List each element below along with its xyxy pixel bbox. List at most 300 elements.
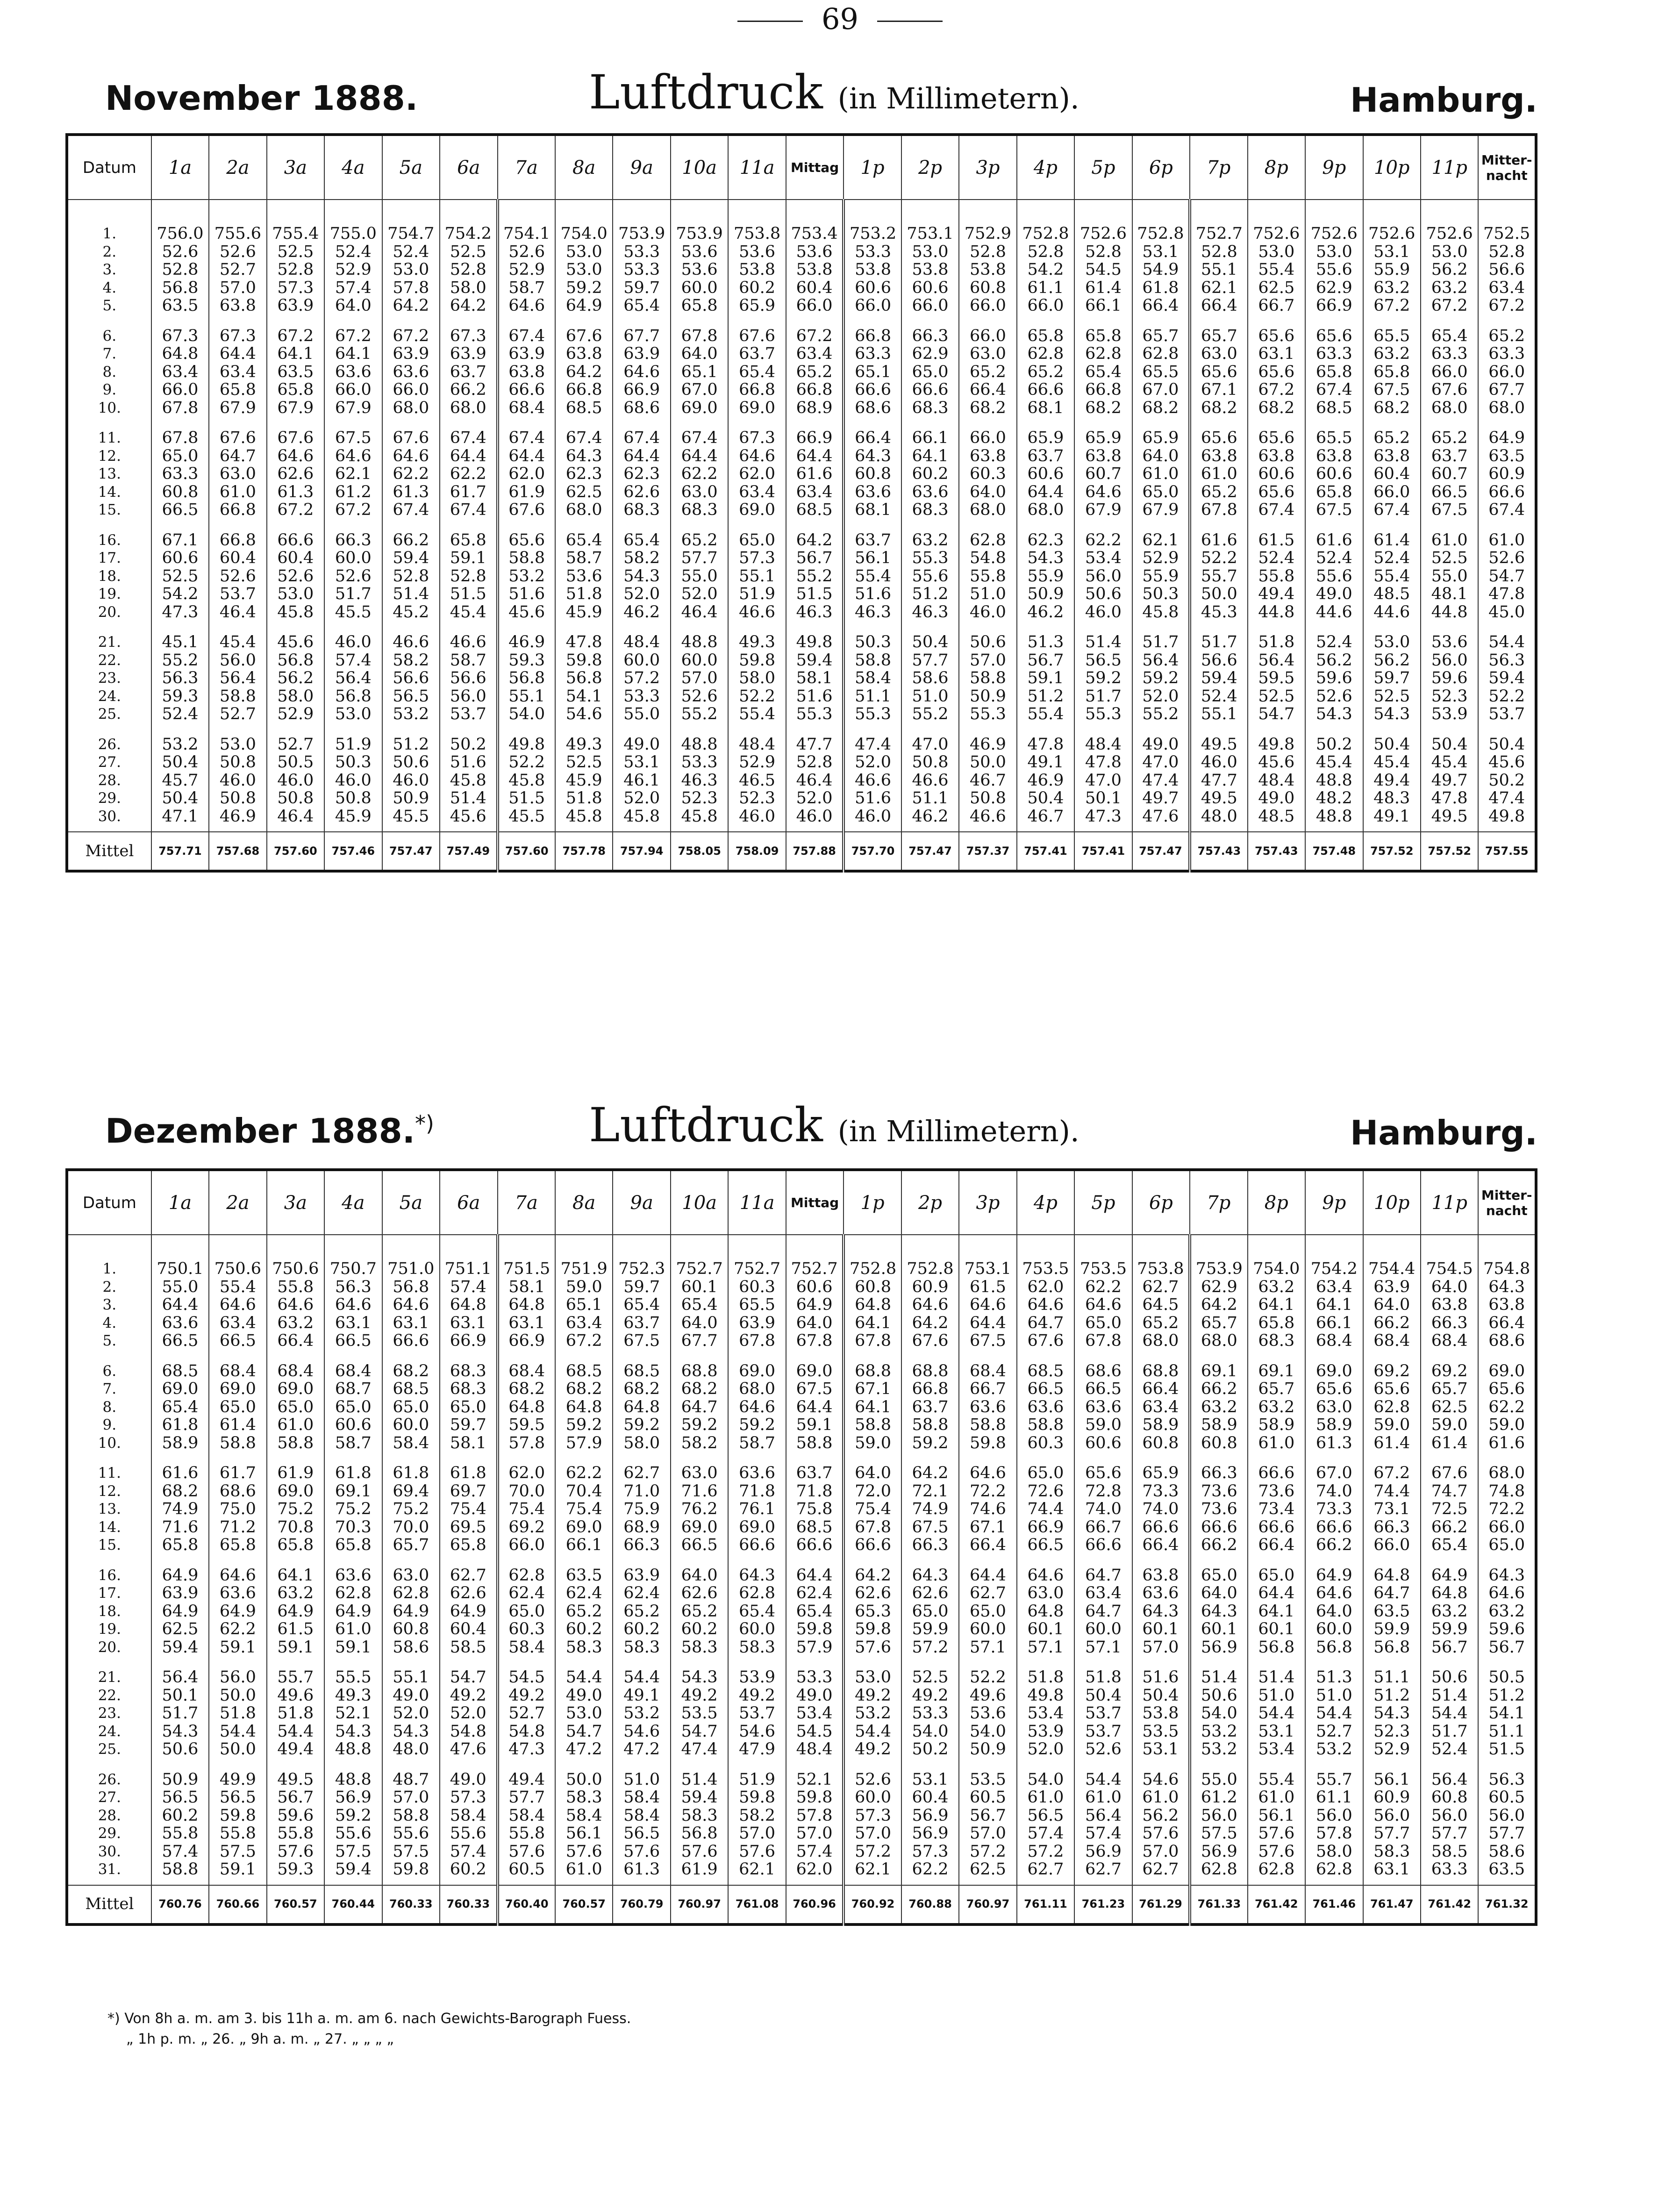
- pressure-value: 55.9: [1373, 260, 1410, 279]
- day-label: 28.: [98, 772, 121, 789]
- pressure-value: 68.2: [162, 1481, 199, 1501]
- pressure-value: 53.6: [681, 260, 718, 279]
- hour-column-cell: [728, 1560, 786, 1663]
- pressure-value: 52.6: [219, 242, 256, 261]
- pressure-value: 63.0: [1201, 344, 1237, 363]
- pressure-value: 55.3: [796, 705, 833, 723]
- pressure-value: 58.0: [739, 669, 776, 687]
- pressure-value: 45.4: [1373, 753, 1410, 772]
- pressure-value: 58.3: [1373, 1842, 1410, 1861]
- hour-column-cell: [440, 1254, 497, 1356]
- pressure-value: 52.6: [508, 242, 545, 261]
- mittel-value: 761.46: [1305, 1885, 1363, 1924]
- pressure-value: 57.4: [796, 1842, 833, 1861]
- pressure-value: 66.4: [855, 429, 892, 447]
- pressure-value: 56.0: [219, 1668, 256, 1687]
- pressure-value: 52.5: [450, 242, 486, 261]
- hour-column-cell: [844, 423, 901, 525]
- pressure-value: 63.3: [1431, 344, 1468, 363]
- pressure-value: 68.4: [508, 398, 545, 417]
- pressure-value: 62.2: [681, 465, 718, 483]
- pressure-value: 65.4: [623, 296, 660, 315]
- pressure-value: 58.5: [1431, 1842, 1468, 1861]
- hour-column-cell: [786, 1254, 844, 1356]
- pressure-value: 55.0: [162, 1277, 199, 1296]
- pressure-value: 59.1: [277, 1638, 314, 1657]
- pressure-value: 58.6: [912, 669, 949, 687]
- pressure-value: 52.4: [335, 242, 372, 261]
- pressure-value: 64.8: [1027, 1602, 1064, 1621]
- pressure-value: 56.4: [1085, 1806, 1122, 1825]
- mittel-value: 760.33: [382, 1885, 440, 1924]
- pressure-value: 58.1: [796, 669, 833, 687]
- day-label: 20.: [98, 1638, 121, 1656]
- pressure-value: 67.2: [335, 501, 372, 519]
- hour-column-cell: [267, 1765, 324, 1885]
- pressure-value: 63.8: [970, 446, 1006, 465]
- pressure-value: 67.5: [1431, 501, 1468, 519]
- pressure-value: 57.1: [1085, 1638, 1122, 1657]
- pressure-value: 66.1: [1315, 1313, 1352, 1332]
- pressure-value: 56.9: [1085, 1842, 1122, 1861]
- pressure-value: 47.3: [508, 1740, 545, 1759]
- pressure-value: 50.6: [1201, 1686, 1237, 1705]
- pressure-value: 52.2: [508, 753, 545, 772]
- pressure-value: 68.2: [565, 1380, 602, 1398]
- day-label: 23.: [98, 1705, 121, 1722]
- column-header: 7p: [1190, 1170, 1247, 1235]
- pressure-value: 56.3: [1488, 651, 1525, 670]
- hour-column-cell: [613, 1356, 670, 1459]
- hour-column-cell: [786, 1765, 844, 1885]
- pressure-value: 47.4: [1488, 789, 1525, 808]
- pressure-value: 55.6: [393, 1824, 429, 1843]
- day-labels: [67, 1356, 151, 1459]
- mittel-value: 757.78: [555, 832, 613, 871]
- hour-column-cell: [1132, 321, 1190, 423]
- pressure-value: 54.0: [912, 1722, 949, 1741]
- pressure-value: 50.3: [1142, 585, 1179, 603]
- column-header: 8a: [555, 1170, 613, 1235]
- pressure-value: 66.5: [1085, 1380, 1122, 1398]
- pressure-value: 750.6: [214, 1259, 261, 1278]
- pressure-value: 66.5: [162, 1331, 199, 1350]
- pressure-value: 46.6: [855, 771, 892, 790]
- pressure-value: 65.6: [1085, 1464, 1122, 1482]
- pressure-value: 74.6: [970, 1500, 1006, 1518]
- column-header: 1a: [151, 135, 209, 200]
- hour-column-cell: [1305, 627, 1363, 730]
- pressure-value: 64.0: [970, 482, 1006, 501]
- pressure-value: 59.4: [1488, 669, 1525, 687]
- column-header: 9a: [613, 1170, 670, 1235]
- pressure-value: 75.9: [623, 1500, 660, 1518]
- pressure-value: 65.5: [1315, 429, 1352, 447]
- pressure-value: 63.5: [1373, 1602, 1410, 1621]
- pressure-value: 65.2: [1488, 326, 1525, 345]
- pressure-value: 64.2: [1201, 1295, 1237, 1314]
- pressure-value: 52.0: [855, 753, 892, 772]
- column-header: Mittag: [786, 1170, 844, 1235]
- pressure-value: 66.6: [912, 380, 949, 399]
- pressure-value: 752.6: [1079, 224, 1127, 243]
- hour-column-cell: [1248, 1458, 1305, 1560]
- pressure-value: 67.4: [1315, 380, 1352, 399]
- pressure-value: 63.0: [393, 1566, 429, 1585]
- pressure-value: 58.2: [681, 1433, 718, 1452]
- pressure-value: 54.7: [1488, 566, 1525, 586]
- hour-column-cell: [1363, 1356, 1421, 1459]
- day-label: 22.: [98, 1687, 121, 1704]
- day-label: 20.: [98, 603, 121, 621]
- pressure-value: 62.6: [450, 1584, 486, 1602]
- pressure-value: 59.1: [219, 1638, 256, 1657]
- pressure-value: 60.4: [277, 549, 314, 567]
- pressure-value: 55.4: [1258, 1770, 1295, 1789]
- pressure-value: 51.7: [1142, 633, 1179, 651]
- pressure-value: 65.7: [1258, 1380, 1295, 1398]
- pressure-value: 45.8: [450, 771, 486, 790]
- pressure-value: 65.6: [1258, 362, 1295, 381]
- pressure-value: 68.8: [681, 1361, 718, 1381]
- pressure-value: 51.2: [912, 585, 949, 603]
- pressure-value: 52.0: [1027, 1740, 1064, 1759]
- pressure-value: 46.0: [1085, 602, 1122, 622]
- pressure-value: 63.1: [393, 1313, 429, 1332]
- pressure-value: 60.8: [855, 465, 892, 483]
- pressure-value: 56.0: [1085, 566, 1122, 586]
- pressure-value: 46.6: [970, 807, 1006, 826]
- pressure-value: 62.8: [508, 1566, 545, 1585]
- mittel-value: 758.09: [728, 832, 786, 871]
- pressure-value: 52.0: [393, 1704, 429, 1723]
- pressure-value: 74.0: [1315, 1481, 1352, 1501]
- pressure-value: 54.9: [1142, 260, 1179, 279]
- hour-column-cell: [324, 1254, 382, 1356]
- pressure-value: 64.3: [739, 1566, 776, 1585]
- pressure-value: 51.2: [1488, 1686, 1525, 1705]
- mittel-value: 761.47: [1363, 1885, 1421, 1924]
- hour-column-cell: [728, 1458, 786, 1560]
- pressure-value: 750.7: [329, 1259, 377, 1278]
- pressure-value: 47.6: [1142, 807, 1179, 826]
- spacer-cell: [555, 200, 613, 219]
- pressure-value: 64.9: [1488, 429, 1525, 447]
- pressure-value: 63.0: [1027, 1584, 1064, 1602]
- pressure-value: 64.7: [1085, 1602, 1122, 1621]
- day-labels: [67, 627, 151, 730]
- hour-column-cell: [786, 321, 844, 423]
- pressure-value: 59.8: [739, 651, 776, 670]
- pressure-value: 58.4: [565, 1806, 602, 1825]
- pressure-value: 61.0: [277, 1416, 314, 1434]
- pressure-value: 53.0: [1315, 242, 1352, 261]
- pressure-value: 66.0: [1431, 362, 1468, 381]
- pressure-value: 45.4: [450, 602, 486, 622]
- pressure-value: 67.1: [855, 1380, 892, 1398]
- pressure-value: 67.6: [1431, 380, 1468, 399]
- pressure-value: 68.5: [623, 1361, 660, 1381]
- pressure-value: 64.4: [450, 446, 486, 465]
- pressure-value: 49.0: [623, 735, 660, 754]
- pressure-value: 67.2: [1373, 296, 1410, 315]
- pressure-value: 53.1: [623, 753, 660, 772]
- pressure-value: 54.4: [1085, 1770, 1122, 1789]
- spacer-cell: [267, 200, 324, 219]
- hour-column-cell: [382, 1765, 440, 1885]
- pressure-value: 753.8: [734, 224, 781, 243]
- pressure-value: 67.8: [796, 1331, 833, 1350]
- pressure-value: 56.0: [1431, 1806, 1468, 1825]
- hour-column-cell: [1248, 219, 1305, 321]
- hour-column-cell: [267, 525, 324, 628]
- pressure-value: 65.2: [565, 1602, 602, 1621]
- mittel-value: 761.42: [1248, 1885, 1305, 1924]
- pressure-value: 63.9: [623, 1566, 660, 1585]
- pressure-value: 60.6: [335, 1416, 372, 1434]
- pressure-value: 58.4: [393, 1433, 429, 1452]
- pressure-value: 47.1: [162, 807, 199, 826]
- pressure-value: 67.2: [1431, 296, 1468, 315]
- pressure-value: 60.5: [1488, 1788, 1525, 1807]
- pressure-value: 52.9: [277, 705, 314, 723]
- pressure-value: 48.8: [1315, 807, 1352, 826]
- pressure-value: 69.7: [450, 1481, 486, 1501]
- pressure-value: 60.8: [1431, 1788, 1468, 1807]
- column-header: 8p: [1248, 1170, 1305, 1235]
- hour-column-cell: [267, 423, 324, 525]
- pressure-value: 66.0: [970, 296, 1006, 315]
- pressure-value: 66.8: [796, 380, 833, 399]
- pressure-value: 65.0: [450, 1397, 486, 1416]
- pressure-value: 56.7: [1488, 1638, 1525, 1657]
- pressure-value: 64.1: [335, 344, 372, 363]
- pressure-value: 65.0: [277, 1397, 314, 1416]
- pressure-value: 49.2: [739, 1686, 776, 1705]
- hour-column-cell: [671, 1662, 728, 1765]
- pressure-value: 46.0: [393, 771, 429, 790]
- pressure-value: 64.6: [277, 446, 314, 465]
- mittel-value: 760.66: [209, 1885, 266, 1924]
- column-header: Mitter-nacht: [1478, 1170, 1536, 1235]
- pressure-value: 60.8: [855, 1277, 892, 1296]
- pressure-value: 63.6: [1027, 1397, 1064, 1416]
- pressure-value: 56.4: [1142, 651, 1179, 670]
- pressure-value: 753.1: [964, 1259, 1012, 1278]
- pressure-value: 74.9: [912, 1500, 949, 1518]
- pressure-value: 52.9: [508, 260, 545, 279]
- hour-column-cell: [267, 219, 324, 321]
- day-group-row: [67, 1254, 1536, 1356]
- pressure-value: 67.6: [1431, 1464, 1468, 1482]
- pressure-value: 56.5: [1085, 651, 1122, 670]
- hour-column-cell: [613, 1458, 670, 1560]
- pressure-value: 48.3: [1373, 789, 1410, 808]
- pressure-value: 63.7: [1431, 446, 1468, 465]
- pressure-value: 46.1: [623, 771, 660, 790]
- spacer-cell: [728, 1235, 786, 1254]
- day-group-row: [67, 321, 1536, 423]
- pressure-value: 51.4: [1431, 1686, 1468, 1705]
- pressure-value: 752.5: [1483, 224, 1530, 243]
- pressure-value: 55.0: [1201, 1770, 1237, 1789]
- pressure-value: 53.0: [1258, 242, 1295, 261]
- pressure-value: 66.8: [912, 1380, 949, 1398]
- hour-column-cell: [1421, 423, 1478, 525]
- pressure-value: 64.1: [277, 1566, 314, 1585]
- spacer-cell: [786, 200, 844, 219]
- pressure-value: 60.3: [970, 465, 1006, 483]
- pressure-value: 46.0: [796, 807, 833, 826]
- column-header: 6a: [440, 135, 497, 200]
- pressure-value: 69.0: [162, 1380, 199, 1398]
- pressure-value: 75.2: [393, 1500, 429, 1518]
- pressure-value: 60.3: [508, 1620, 545, 1638]
- pressure-value: 57.1: [1027, 1638, 1064, 1657]
- pressure-value: 63.6: [1085, 1397, 1122, 1416]
- pressure-value: 752.9: [964, 224, 1012, 243]
- hour-column-cell: [209, 1662, 266, 1765]
- pressure-value: 56.8: [162, 278, 199, 297]
- pressure-value: 55.4: [739, 705, 776, 723]
- day-label: 17.: [98, 1585, 121, 1602]
- pressure-value: 54.4: [277, 1722, 314, 1741]
- pressure-value: 54.6: [623, 1722, 660, 1741]
- pressure-value: 63.1: [335, 1313, 372, 1332]
- pressure-value: 65.8: [1027, 326, 1064, 345]
- hour-column-cell: [959, 627, 1016, 730]
- pressure-value: 68.0: [393, 398, 429, 417]
- pressure-value: 67.1: [162, 530, 199, 550]
- hour-column-cell: [1017, 423, 1074, 525]
- pressure-value: 66.0: [1027, 296, 1064, 315]
- pressure-value: 64.8: [623, 1397, 660, 1416]
- hour-column-cell: [1017, 1356, 1074, 1459]
- pressure-value: 55.6: [335, 1824, 372, 1843]
- pressure-value: 64.2: [450, 296, 486, 315]
- hour-column-cell: [1132, 627, 1190, 730]
- spacer-cell: [267, 1235, 324, 1254]
- pressure-value: 754.0: [560, 224, 608, 243]
- pressure-value: 58.8: [855, 1416, 892, 1434]
- pressure-value: 53.2: [1201, 1722, 1237, 1741]
- pressure-value: 66.7: [970, 1380, 1006, 1398]
- pressure-value: 65.8: [450, 530, 486, 550]
- pressure-value: 59.9: [1373, 1620, 1410, 1638]
- pressure-value: 57.7: [1373, 1824, 1410, 1843]
- pressure-value: 53.6: [970, 1704, 1006, 1723]
- pressure-value: 47.7: [1201, 771, 1237, 790]
- pressure-value: 68.4: [1431, 1331, 1468, 1350]
- pressure-value: 56.7: [796, 549, 833, 567]
- pressure-value: 66.9: [1027, 1517, 1064, 1537]
- pressure-value: 49.7: [1142, 789, 1179, 808]
- pressure-value: 70.0: [393, 1517, 429, 1537]
- spacer-cell: [382, 1235, 440, 1254]
- hour-column-cell: [267, 627, 324, 730]
- hour-column-cell: [1363, 1254, 1421, 1356]
- pressure-value: 49.5: [277, 1770, 314, 1789]
- spacer-cell: [1017, 1235, 1074, 1254]
- hour-column-cell: [1190, 219, 1247, 321]
- hour-column-cell: [1190, 423, 1247, 525]
- pressure-value: 62.8: [393, 1584, 429, 1602]
- pressure-value: 64.6: [277, 1295, 314, 1314]
- pressure-value: 72.5: [1431, 1500, 1468, 1518]
- pressure-value: 60.1: [1142, 1620, 1179, 1638]
- pressure-value: 67.6: [565, 326, 602, 345]
- column-header: 6p: [1132, 1170, 1190, 1235]
- pressure-value: 56.8: [393, 1277, 429, 1296]
- pressure-value: 56.5: [162, 1788, 199, 1807]
- hour-column-cell: [613, 1254, 670, 1356]
- pressure-value: 68.2: [1373, 398, 1410, 417]
- pressure-value: 48.8: [681, 633, 718, 651]
- pressure-value: 60.6: [1258, 465, 1295, 483]
- pressure-value: 63.0: [681, 482, 718, 501]
- pressure-value: 67.2: [277, 501, 314, 519]
- pressure-value: 45.6: [508, 602, 545, 622]
- pressure-value: 67.2: [1488, 296, 1525, 315]
- pressure-value: 59.8: [739, 1788, 776, 1807]
- pressure-value: 65.7: [393, 1536, 429, 1554]
- pressure-value: 64.0: [681, 1313, 718, 1332]
- pressure-value: 53.3: [623, 687, 660, 706]
- pressure-value: 48.7: [393, 1770, 429, 1789]
- hour-column-cell: [1478, 730, 1536, 832]
- pressure-value: 53.5: [1142, 1722, 1179, 1741]
- pressure-value: 65.2: [1373, 429, 1410, 447]
- pressure-value: 63.1: [508, 1313, 545, 1332]
- pressure-value: 56.8: [681, 1824, 718, 1843]
- pressure-value: 62.6: [623, 482, 660, 501]
- pressure-value: 65.0: [1488, 1536, 1525, 1554]
- pressure-value: 58.8: [219, 687, 256, 706]
- pressure-value: 52.8: [1488, 242, 1525, 261]
- day-label: 23.: [98, 670, 121, 687]
- hour-column-cell: [728, 730, 786, 832]
- pressure-value: 67.1: [970, 1517, 1006, 1537]
- pressure-value: 50.3: [335, 753, 372, 772]
- hour-column-cell: [267, 730, 324, 832]
- column-header: 4p: [1017, 135, 1074, 200]
- pressure-value: 67.1: [1201, 380, 1237, 399]
- pressure-value: 65.8: [1258, 1313, 1295, 1332]
- pressure-value: 56.2: [1315, 651, 1352, 670]
- pressure-value: 68.0: [739, 1380, 776, 1398]
- pressure-value: 52.2: [1488, 687, 1525, 706]
- spacer-cell: [1190, 200, 1247, 219]
- footnote: [107, 2009, 631, 2050]
- pressure-value: 50.0: [219, 1686, 256, 1705]
- pressure-value: 66.8: [855, 326, 892, 345]
- pressure-value: 65.7: [1431, 1380, 1468, 1398]
- pressure-value: 52.4: [1201, 687, 1237, 706]
- pressure-value: 50.6: [1085, 585, 1122, 603]
- pressure-value: 56.0: [450, 687, 486, 706]
- pressure-value: 55.3: [855, 705, 892, 723]
- pressure-value: 51.9: [739, 1770, 776, 1789]
- pressure-value: 46.9: [970, 735, 1006, 754]
- pressure-value: 61.4: [1373, 530, 1410, 550]
- pressure-value: 59.1: [450, 549, 486, 567]
- pressure-value: 67.5: [796, 1380, 833, 1398]
- mittel-value: 760.57: [555, 1885, 613, 1924]
- hour-column-cell: [440, 219, 497, 321]
- hour-column-cell: [324, 525, 382, 628]
- pressure-value: 75.4: [450, 1500, 486, 1518]
- pressure-value: 51.4: [1258, 1668, 1295, 1687]
